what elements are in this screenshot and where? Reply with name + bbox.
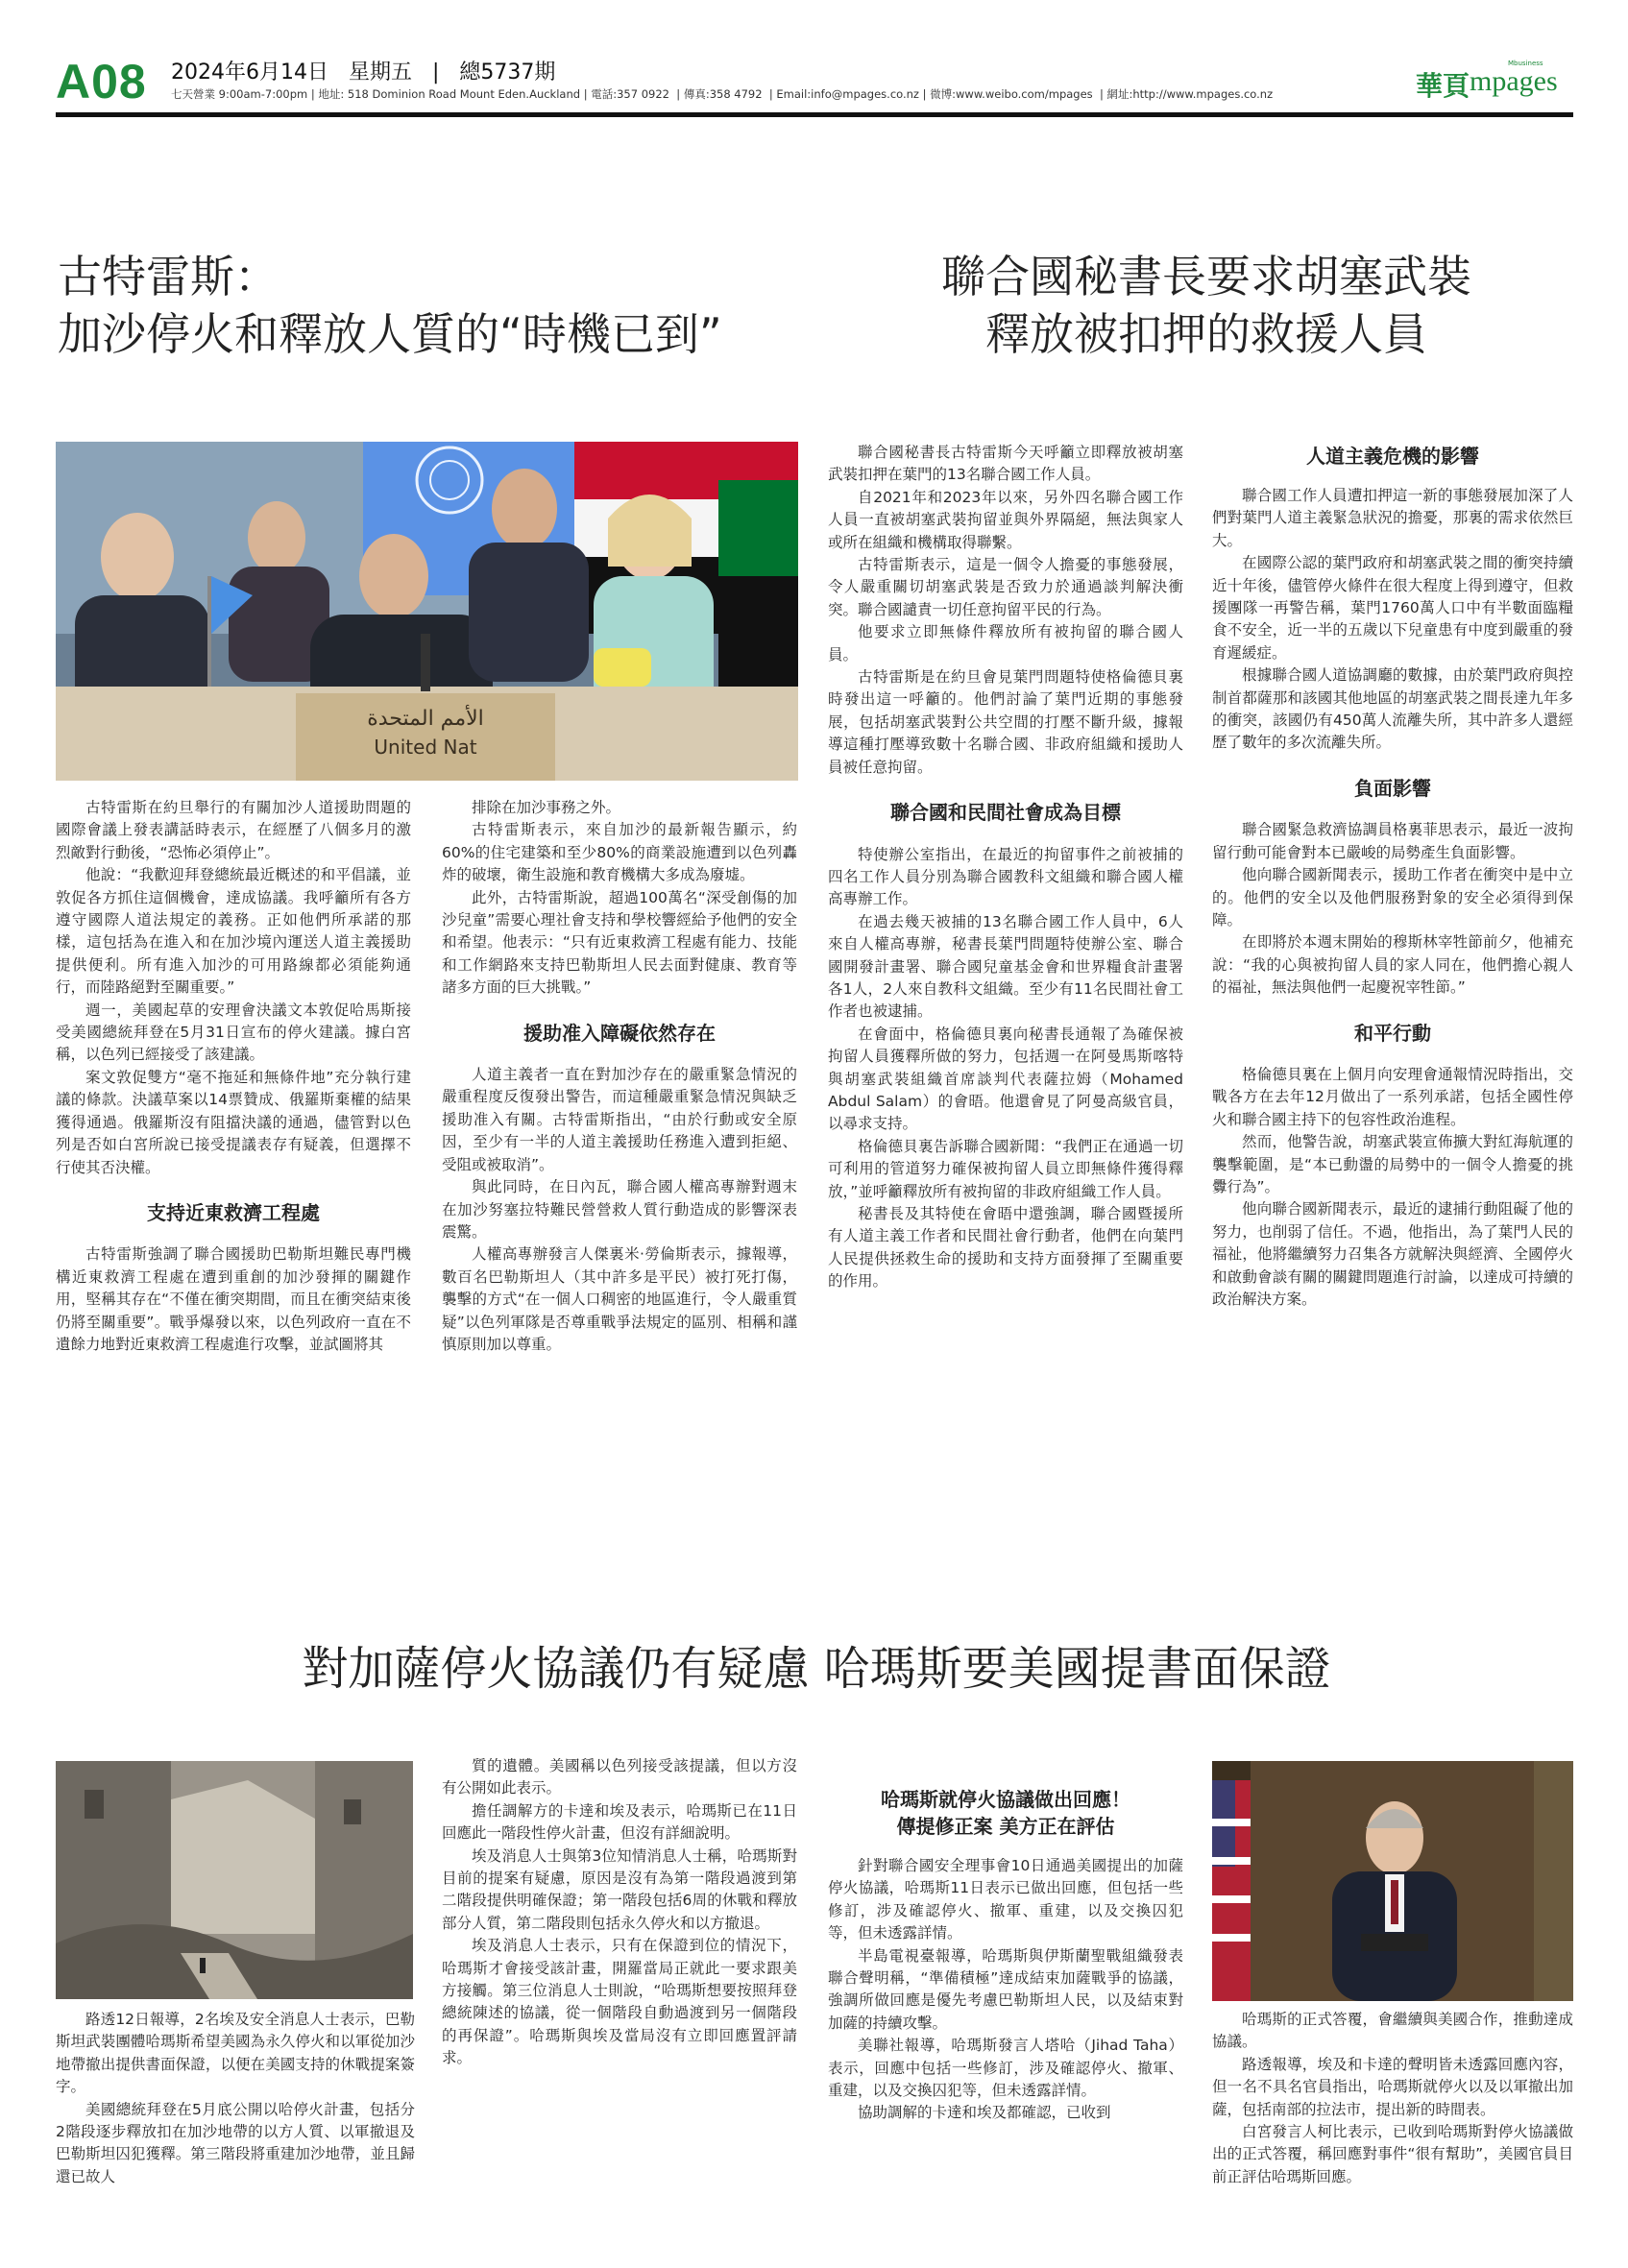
article3-headline: 對加薩停火協議仍有疑慮 哈瑪斯要美國提書面保證 [302,1642,1331,1696]
paragraph: 人道主義者一直在對加沙存在的嚴重緊急情況的嚴重程度反復發出警告，而這種嚴重緊急情況與缺乏援助准入有關。古特雷斯指出，“由於行動或安全原因，至少有一半的人道主義援助任務進入遭到拒絕、受阻或被取消”。 [442,1066,797,1173]
paragraph: 此外，古特雷斯說，超過100萬名“深受創傷的加沙兒童”需要心理社會支持和學校響經給予他們的安全和希望。他表示：“只有近東救濟工程處有能力、技能和工作網路來支持巴勒斯坦人民去面對健康、教育等諸多方面的巨大挑戰。” [442,888,797,997]
paragraph: 根據聯合國人道協調廳的數據，由於葉門政府與控制首都薩那和該國其他地區的胡塞武裝之間長達九年多的衝突，該國仍有450萬人流離失所，其中許多人還經歷了數年的多次流離失所。 [1212,666,1573,752]
paragraph: 埃及消息人士表示，只有在保證到位的情況下，哈瑪斯才會接受該計畫，開羅當局正就此一要求跟美方接觸。第三位消息人士則說，“哈瑪斯想要按照拜登總統陳述的協議，從一個階段自動過渡到另一個階段的再保證”。哈瑪斯與埃及當局沒有立即回應置評請求。 [442,1937,797,2067]
article2-headline [899,248,1514,363]
paragraph: 在過去幾天被捕的13名聯合國工作人員中，6人來自人權高專辦，秘書長葉門問題特使辦公室、聯合國開發計畫署、聯合國兒童基金會和世界糧食計畫署各1人，2人來自教科文組織。至少有11名民間社會工作者也被逮捕。 [828,912,1183,1021]
paragraph: 古特雷斯表示，這是一個令人擔憂的事態發展，令人嚴重關切胡塞武裝是否致力於通過談判解決衝突。聯合國譴責一切任意拘留平民的行為。 [828,556,1183,618]
paragraph: 聯合國緊急救濟協調員格裏菲思表示，最近一波拘留行動可能會對本已嚴峻的局勢產生負面影響。 [1212,821,1573,861]
article2-subhead-crisis: 人道主義危機的影響 [1306,445,1479,468]
article2-headline-line2: 釋放被扣押的救援人員 [985,308,1427,360]
paragraph: 路透12日報導，2名埃及安全消息人士表示，巴勒斯坦武裝團體哈瑪斯希望美國為永久停火和以軍從加沙地帶撤出提供書面保證，以便在美國支持的休戰提案簽字。 [56,2011,415,2096]
header-rule [56,112,1573,117]
paragraph: 格倫德貝裏告訴聯合國新聞：“我們正在通過一切可利用的管道努力確保被拘留人員立即無條件獲得釋放，”並呼籲釋放所有被拘留的非政府組織工作人員。 [828,1137,1183,1200]
logo-word: mpages [1470,65,1558,97]
article1-photo [56,442,798,781]
article1-subhead-unrwa: 支持近東救濟工程處 [147,1200,320,1224]
paragraph: 古特雷斯在約旦舉行的有關加沙人道援助問題的國際會議上發表講話時表示，在經歷了八個多月的激烈敵對行動後，“恐怖必須停止”。 [56,799,411,861]
paragraph: 路透報導，埃及和卡達的聲明皆未透露回應內容，但一名不具名官員指出，哈瑪斯就停火以及以軍撤出加薩，包括南部的拉法市，提出新的時間表。 [1212,2055,1573,2118]
logo-mark: 華頁 [1416,70,1470,102]
article1-subhead-access: 援助准入障礙依然存在 [523,1021,716,1045]
paragraph: 他說：“我歡迎拜登總統最近概述的和平倡議，並敦促各方抓住這個機會，達成協議。我呼籲所有各方遵守國際人道法規定的義務。正如他們所承諾的那樣，這包括為在進入和在加沙境內運送人道主義援助提供便利。所有進入加沙的可用路線都必須能夠通行，而陸路絕對至關重要。” [56,866,411,997]
podium-text-ar: الأمم المتحدة [367,707,484,731]
paragraph: 排除在加沙事務之外。 [472,799,621,816]
date-line: 2024年6月14日 星期五 | 總5737期 [171,60,556,84]
article3-col3 [828,1780,1183,2125]
article2-col2 [1212,437,1573,1311]
article1-headline-line2: 加沙停火和釋放人質的“時機已到” [58,308,722,360]
article1-headline [58,248,722,363]
paragraph: 古特雷斯強調了聯合國援助巴勒斯坦難民專門機構近東救濟工程處在遭到重創的加沙發揮的關鍵作用，堅稱其存在“不僅在衝突期間，而且在衝突結束後仍將至關重要”。戰爭爆發以來，以色列政府一直在不遺餘力地對近東救濟工程處進行攻擊，並試圖將其 [56,1245,411,1353]
paragraph: 秘書長及其特使在會晤中還強調，聯合國暨援所有人道主義工作者和民間社會行動者，他們在向葉門人民提供拯救生命的援助和支持方面發揮了至關重要的作用。 [828,1205,1183,1291]
paragraph: 人權高專辦發言人傑裏米·勞倫斯表示，據報導，數百名巴勒斯坦人（其中許多是平民）被打死打傷，襲擊的方式“在一個人口稠密的地區進行，令人嚴重質疑”以色列軍隊是否尊重戰爭法規定的區別、相稱和謹慎原則加以尊重。 [442,1245,797,1353]
mpages-logo[interactable] [1416,60,1575,102]
logo-tag: Mbusiness [1508,60,1543,67]
article3-col2 [442,1755,797,2070]
paragraph: 埃及消息人士與第3位知情消息人士稱，哈瑪斯對目前的提案有疑慮，原因是沒有為第一階段過渡到第二階段提供明確保證；第一階段包括6周的休戰和釋放部分人質，第二階段則包括永久停火和以方撤退。 [442,1846,797,1932]
article2-subhead-target: 聯合國和民間社會成為目標 [890,801,1121,825]
paragraph: 在國際公認的葉門政府和胡塞武裝之間的衝突持續近十年後，儘管停火條件在很大程度上得到遵守，但救援團隊一再警告稱，葉門1760萬人口中有半數面臨糧食不安全，近一半的五歲以下兒童患有中度到嚴重的發育遲緩症。 [1212,554,1573,662]
article3-subhead-line2: 傳提修正案 美方正在評估 [896,1815,1115,1838]
paragraph: 協助調解的卡達和埃及都確認，已收到 [858,2104,1111,2122]
article2-subhead-negative: 負面影響 [1354,776,1431,800]
paragraph: 半島電視臺報導，哈瑪斯與伊斯蘭聖戰組織發表聯合聲明稱，“準備積極”達成結束加薩戰爭的協議，強調所做回應是優先考慮巴勒斯坦人民，以及結束對加薩的持續攻擊。 [828,1946,1183,2032]
paragraph: 週一，美國起草的安理會決議文本敦促哈馬斯接受美國總統拜登在5月31日宣布的停火建議。據白宮稱，以色列已經接受了該建議。 [56,1001,411,1064]
paragraph: 他向聯合國新聞表示，最近的逮捕行動阻礙了他的努力，也削弱了信任。不過，他指出，為了葉門人民的福祉，他將繼續努力召集各方就解決與經濟、全國停火和啟動會談有關的關鍵問題進行討論，以達成可持續的政治解決方案。 [1212,1200,1573,1308]
paragraph: 自2021年和2023年以來，另外四名聯合國工作人員一直被胡塞武裝拘留並與外界隔絕，無法與家人或所在組織和機構取得聯繫。 [828,488,1183,551]
paragraph: 聯合國工作人員遭扣押這一新的事態發展加深了人們對葉門人道主義緊急狀況的擔憂，那裏的需求依然巨大。 [1212,487,1573,549]
paragraph: 擔任調解方的卡達和埃及表示，哈瑪斯已在11日回應此一階段性停火計畫，但沒有詳細說明。 [442,1801,797,1843]
article3-photo-press [1212,1761,1573,2001]
paragraph: 案文敦促雙方“毫不拖延和無條件地”充分執行建議的條款。決議草案以14票贊成、俄羅斯棄權的結果獲得通過。俄羅斯沒有阻擋決議的通過，儘管對以色列是否如白宮所說已接受提議表存有疑義，但選擇不行使其否決權。 [56,1068,411,1176]
paragraph: 美國總統拜登在5月底公開以哈停火計畫，包括分2階段逐步釋放扣在加沙地帶的以方人質、以軍撤退及巴勒斯坦囚犯獲釋。第三階段將重建加沙地帶，並且歸還已故人 [56,2100,415,2185]
article3-photo-rubble [56,1761,413,1999]
paragraph: 針對聯合國安全理事會10日通過美國提出的加薩停火協議，哈瑪斯11日表示已做出回應，但包括一些修訂，涉及確認停火、撤軍、重建，以及交換囚犯等，但未透露詳情。 [828,1857,1183,1942]
paragraph: 哈瑪斯的正式答覆，會繼續與美國合作，推動達成協議。 [1212,2011,1573,2051]
paragraph: 與此同時，在日內瓦，聯合國人權高專辦對週末在加沙努塞拉特難民營營救人質行動造成的影響深表震驚。 [442,1178,797,1241]
article1-headline-line1: 古特雷斯： [58,251,279,302]
paragraph: 格倫德貝裏在上個月向安理會通報情況時指出，交戰各方在去年12月做出了一系列承諾，包括全國性停火和聯合國主持下的包容性政治進程。 [1212,1065,1573,1128]
info-line: 七天營業 9:00am-7:00pm | 地址: 518 Dominion Road Mount Eden.Auckland | 電話:357 0922 | 傳真:358 4792 | Email:info@mpages.co.nz | 微博:www.weibo.com/mpages | 網址:http://www.mpages.co.nz [171,87,1274,101]
article1-col1 [56,797,411,1356]
article1-col2 [442,797,797,1356]
article2-col1 [828,442,1183,1293]
paragraph: 在會面中，格倫德貝裏向秘書長通報了為確保被拘留人員獲釋所做的努力，包括週一在阿曼馬斯喀特與胡塞武裝組織首席談判代表薩拉姆（Mohamed Abdul Salam）的會晤。他還會見了阿曼高級官員，以尋求支持。 [828,1025,1183,1133]
paragraph: 美聯社報導，哈瑪斯發言人塔哈（Jihad Taha）表示，回應中包括一些修訂，涉及確認停火、撤軍、重建，以及交換囚犯等，但未透露詳情。 [828,2037,1183,2100]
article2-subhead-peace: 和平行動 [1354,1021,1431,1045]
paragraph: 在即將於本週末開始的穆斯林宰牲節前夕，他補充說：“我的心與被拘留人員的家人同在，他們擔心親人的福祉，無法與他們一起慶祝宰牲節。” [1212,933,1573,997]
paragraph: 古特雷斯表示，來自加沙的最新報告顯示，約60%的住宅建築和至少80%的商業設施遭到以色列轟炸的破壞，衛生設施和教育機構大多成為廢墟。 [442,821,797,884]
article3-subhead-line1: 哈瑪斯就停火協議做出回應！ [881,1788,1130,1811]
podium-text-en: United Nat [374,736,477,759]
paragraph: 特使辦公室指出，在最近的拘留事件之前被捕的四名工作人員分別為聯合國教科文組織和聯合國人權高專辦工作。 [828,845,1183,908]
paragraph: 他要求立即無條件釋放所有被拘留的聯合國人員。 [828,623,1183,664]
article3-col1 [56,2009,415,2188]
paragraph: 古特雷斯是在約旦會見葉門問題特使格倫德貝裏時發出這一呼籲的。他們討論了葉門近期的事態發展，包括胡塞武裝對公共空間的打壓不斷升級，據報導這種打壓導致數十名聯合國、非政府組織和援助人員被任意拘留。 [828,668,1183,776]
article2-headline-line1: 聯合國秘書長要求胡塞武裝 [941,251,1471,302]
paragraph: 然而，他警告說，胡塞武裝宣佈擴大對紅海航運的襲擊範圍，是“本已動盪的局勢中的一個令人擔憂的挑釁行為”。 [1212,1133,1573,1195]
paragraph: 他向聯合國新聞表示，援助工作者在衝突中是中立的。他們的安全以及他們服務對象的安全必須得到保障。 [1212,866,1573,929]
paragraph: 質的遺體。美國稱以色列接受該提議，但以方沒有公開如此表示。 [442,1757,797,1798]
article3-col4 [1212,2009,1573,2188]
paragraph: 聯合國秘書長古特雷斯今天呼籲立即釋放被胡塞武裝扣押在葉門的13名聯合國工作人員。 [828,444,1183,484]
page-number: A08 [56,55,147,109]
article3-subhead [828,1786,1183,1840]
paragraph: 白宮發言人柯比表示，已收到哈瑪斯對停火協議做出的正式答覆，稱回應對事件“很有幫助”，美國官員目前正評估哈瑪斯回應。 [1212,2123,1573,2185]
